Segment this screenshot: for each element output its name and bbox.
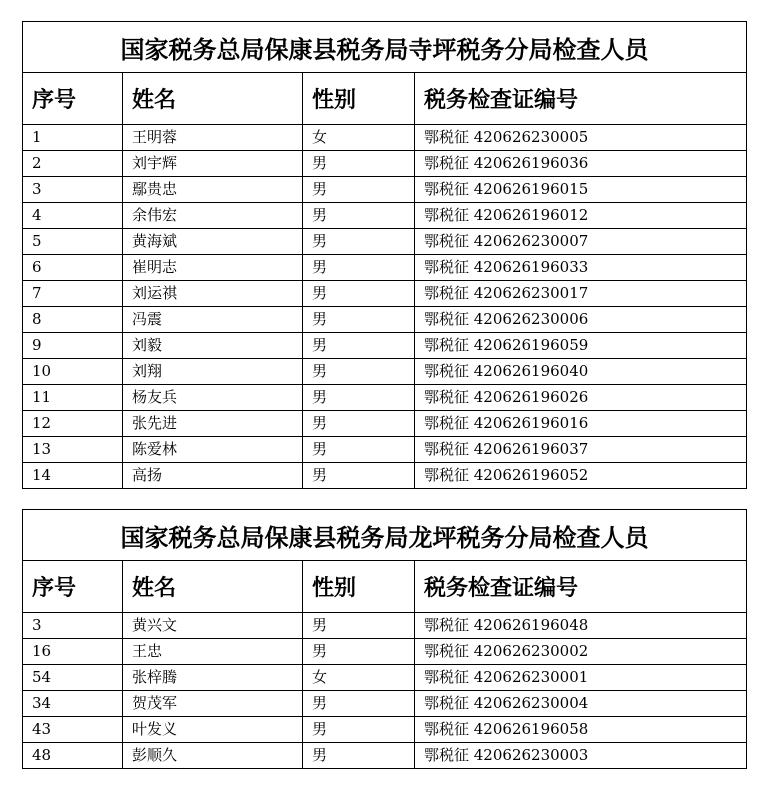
cell-certificate-number: 鄂税征 420626196059 [415,333,747,359]
cell-name: 冯震 [123,307,303,333]
cell-gender: 男 [303,385,415,411]
cell-gender: 男 [303,281,415,307]
cell-gender: 男 [303,613,415,639]
cell-certificate-number: 鄂税征 420626196033 [415,255,747,281]
table-body [23,125,747,489]
cell-serial-number: 5 [23,229,123,255]
cell-certificate-number: 鄂税征 420626230003 [415,743,747,769]
header-serial-number: 序号 [23,561,123,613]
cell-certificate-number: 鄂税征 420626196026 [415,385,747,411]
cell-name: 崔明志 [123,255,303,281]
cell-serial-number: 1 [23,125,123,151]
cell-name: 彭顺久 [123,743,303,769]
cell-certificate-number: 鄂税征 420626196048 [415,613,747,639]
cell-gender: 男 [303,151,415,177]
table-row [23,411,747,437]
cell-certificate-number: 鄂税征 420626196037 [415,437,747,463]
cell-gender: 男 [303,437,415,463]
header-name: 姓名 [123,561,303,613]
table-row [23,743,747,769]
cell-name: 叶发义 [123,717,303,743]
cell-gender: 男 [303,229,415,255]
cell-serial-number: 43 [23,717,123,743]
cell-gender: 女 [303,125,415,151]
cell-certificate-number: 鄂税征 420626196052 [415,463,747,489]
cell-gender: 男 [303,639,415,665]
cell-gender: 男 [303,203,415,229]
cell-serial-number: 4 [23,203,123,229]
table-row [23,691,747,717]
cell-certificate-number: 鄂税征 420626196040 [415,359,747,385]
cell-name: 刘运祺 [123,281,303,307]
cell-serial-number: 48 [23,743,123,769]
table-row [23,613,747,639]
cell-name: 张先进 [123,411,303,437]
cell-name: 黄海斌 [123,229,303,255]
table-row [23,463,747,489]
inspector-table-longping [22,509,747,769]
cell-certificate-number: 鄂税征 420626196058 [415,717,747,743]
table-row [23,385,747,411]
cell-name: 刘宇辉 [123,151,303,177]
cell-name: 余伟宏 [123,203,303,229]
header-gender: 性别 [303,73,415,125]
table-row [23,125,747,151]
cell-certificate-number: 鄂税征 420626230017 [415,281,747,307]
cell-certificate-number: 鄂税征 420626196015 [415,177,747,203]
cell-serial-number: 12 [23,411,123,437]
cell-name: 刘毅 [123,333,303,359]
cell-serial-number: 11 [23,385,123,411]
table-row [23,177,747,203]
cell-name: 鄢贵忠 [123,177,303,203]
cell-name: 黄兴文 [123,613,303,639]
cell-certificate-number: 鄂税征 420626230005 [415,125,747,151]
cell-name: 刘翔 [123,359,303,385]
cell-gender: 男 [303,307,415,333]
cell-name: 贺茂军 [123,691,303,717]
table-row [23,437,747,463]
table-title: 国家税务总局保康县税务局龙坪税务分局检查人员 [23,510,747,561]
cell-serial-number: 54 [23,665,123,691]
cell-certificate-number: 鄂税征 420626230006 [415,307,747,333]
cell-serial-number: 34 [23,691,123,717]
table-row [23,717,747,743]
header-certificate-number: 税务检查证编号 [415,73,747,125]
cell-gender: 男 [303,717,415,743]
cell-serial-number: 9 [23,333,123,359]
cell-serial-number: 16 [23,639,123,665]
table-row [23,255,747,281]
header-certificate-number: 税务检查证编号 [415,561,747,613]
cell-name: 高扬 [123,463,303,489]
cell-certificate-number: 鄂税征 420626196016 [415,411,747,437]
cell-name: 张梓腾 [123,665,303,691]
cell-name: 王忠 [123,639,303,665]
cell-certificate-number: 鄂税征 420626230004 [415,691,747,717]
header-name: 姓名 [123,73,303,125]
header-serial-number: 序号 [23,73,123,125]
table-row [23,229,747,255]
cell-gender: 男 [303,743,415,769]
cell-certificate-number: 鄂税征 420626196036 [415,151,747,177]
table-row [23,333,747,359]
cell-serial-number: 7 [23,281,123,307]
table-row [23,665,747,691]
cell-serial-number: 13 [23,437,123,463]
cell-gender: 男 [303,333,415,359]
cell-name: 王明蓉 [123,125,303,151]
table-title: 国家税务总局保康县税务局寺坪税务分局检查人员 [23,22,747,73]
table-body [23,613,747,769]
table-row [23,151,747,177]
cell-gender: 男 [303,177,415,203]
table-row [23,639,747,665]
cell-serial-number: 3 [23,613,123,639]
cell-serial-number: 2 [23,151,123,177]
table-row [23,307,747,333]
cell-gender: 女 [303,665,415,691]
cell-certificate-number: 鄂税征 420626230001 [415,665,747,691]
cell-gender: 男 [303,691,415,717]
cell-serial-number: 8 [23,307,123,333]
inspector-table-siping [22,21,747,489]
cell-gender: 男 [303,463,415,489]
cell-certificate-number: 鄂税征 420626230007 [415,229,747,255]
cell-certificate-number: 鄂税征 420626230002 [415,639,747,665]
cell-name: 陈爱林 [123,437,303,463]
cell-gender: 男 [303,255,415,281]
cell-certificate-number: 鄂税征 420626196012 [415,203,747,229]
table-row [23,203,747,229]
table-row [23,281,747,307]
cell-serial-number: 3 [23,177,123,203]
table-row [23,359,747,385]
cell-gender: 男 [303,411,415,437]
cell-name: 杨友兵 [123,385,303,411]
cell-gender: 男 [303,359,415,385]
cell-serial-number: 6 [23,255,123,281]
cell-serial-number: 14 [23,463,123,489]
header-gender: 性别 [303,561,415,613]
cell-serial-number: 10 [23,359,123,385]
